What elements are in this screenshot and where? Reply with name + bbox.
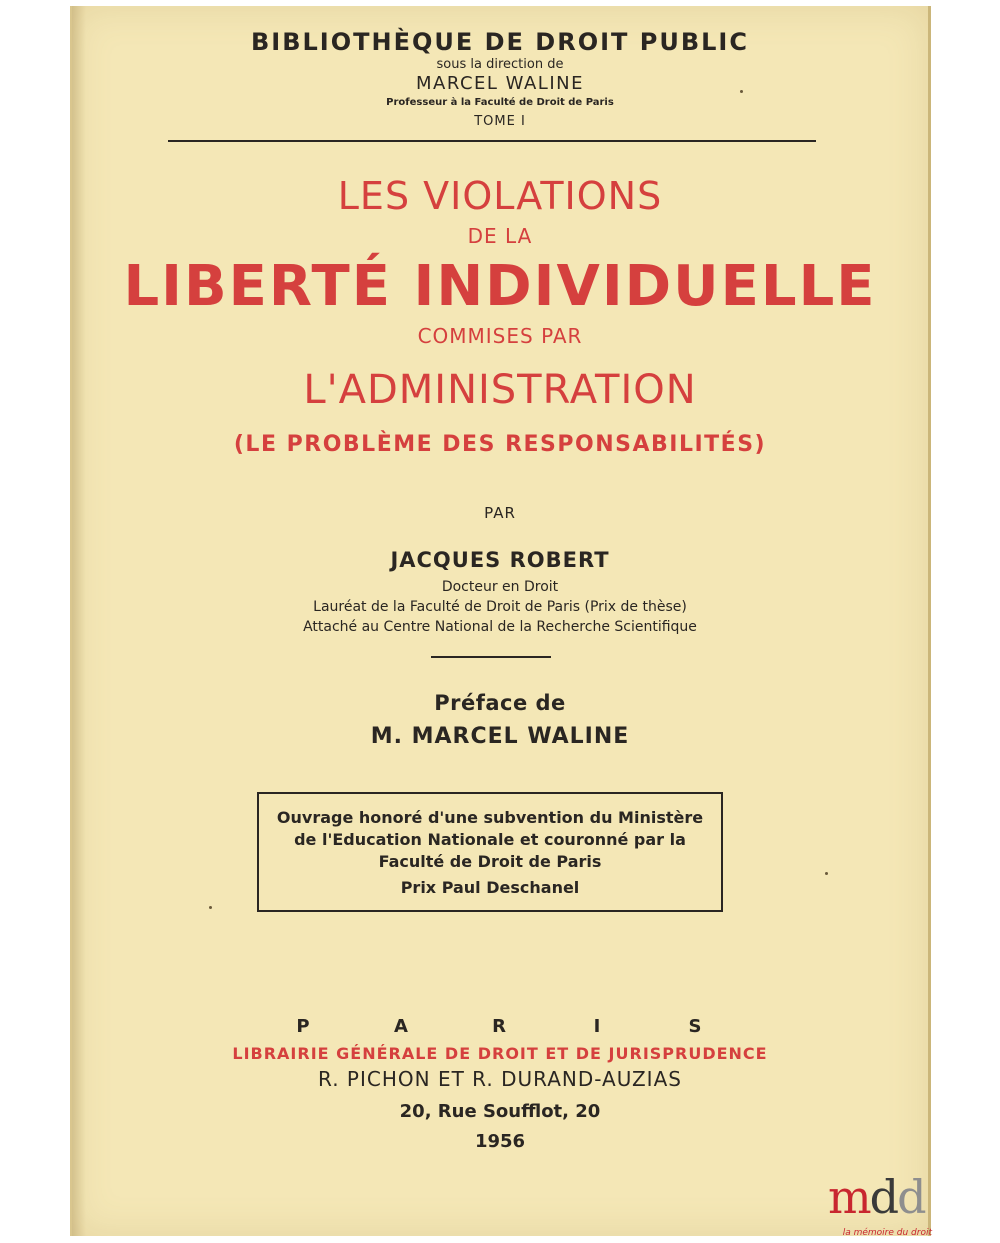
author-qualification: Docteur en Droit — [441, 579, 559, 595]
city-letter: R — [492, 1016, 508, 1037]
series-director: MARCEL WALINE — [416, 73, 584, 94]
author-name: JACQUES ROBERT — [390, 548, 610, 572]
city-letter: P — [296, 1016, 312, 1037]
by-label: PAR — [484, 504, 516, 522]
preface-author: M. MARCEL WALINE — [370, 724, 630, 749]
publication-year: 1956 — [474, 1131, 526, 1152]
paper-speck — [740, 90, 743, 93]
director-title: Professeur à la Faculté de Droit de Paris — [386, 97, 614, 108]
title-line-4: COMMISES PAR — [417, 324, 583, 348]
title-line-2: DE LA — [467, 224, 533, 248]
paper-speck — [825, 872, 828, 875]
publisher-owners: R. PICHON ET R. DURAND-AUZIAS — [318, 1067, 682, 1091]
city-letter: I — [593, 1016, 603, 1037]
award-box — [257, 792, 723, 912]
city-letter: A — [394, 1016, 410, 1037]
city-letter: S — [688, 1016, 704, 1037]
publisher-name: LIBRAIRIE GÉNÉRALE DE DROIT ET DE JURISPRUDENCE — [232, 1044, 768, 1063]
award-line: Ouvrage honoré d'une subvention du Ministère — [276, 808, 704, 827]
paper-speck — [209, 906, 212, 909]
direction-label: sous la direction de — [436, 57, 564, 72]
publisher-city — [72, 1016, 928, 1037]
logo-wordmark: mdd — [828, 1170, 925, 1224]
middle-divider — [431, 656, 551, 658]
author-qualification: Lauréat de la Faculté de Droit de Paris (Prix de thèse) — [313, 599, 687, 615]
subtitle: (LE PROBLÈME DES RESPONSABILITÉS) — [233, 432, 767, 457]
title-line-1: LES VIOLATIONS — [337, 174, 663, 218]
logo-tagline: la mémoire du droit — [842, 1228, 932, 1238]
tome-number: TOME I — [474, 114, 526, 129]
title-line-3: LIBERTÉ INDIVIDUELLE — [123, 254, 877, 319]
publisher-address: 20, Rue Soufflot, 20 — [399, 1101, 601, 1122]
author-qualification: Attaché au Centre National de la Recherche Scientifique — [303, 619, 697, 635]
award-line: Prix Paul Deschanel — [400, 878, 580, 897]
book-cover — [70, 6, 931, 1236]
preface-label: Préface de — [434, 691, 566, 715]
mdd-logo — [828, 1170, 932, 1238]
series-title: BIBLIOTHÈQUE DE DROIT PUBLIC — [251, 28, 749, 56]
title-line-5: L'ADMINISTRATION — [303, 367, 697, 413]
award-line: de l'Education Nationale et couronné par la — [294, 830, 686, 849]
top-divider — [168, 140, 816, 142]
award-line: Faculté de Droit de Paris — [378, 852, 602, 871]
